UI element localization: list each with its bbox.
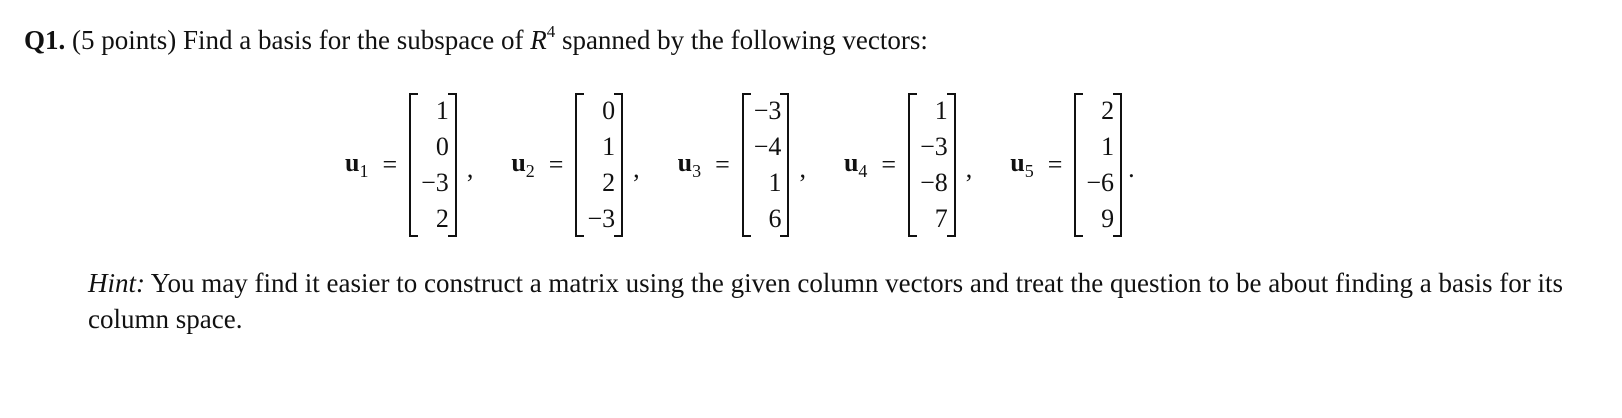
matrix-entry: −3 — [421, 168, 449, 197]
matrix-entry: −8 — [920, 168, 948, 197]
matrix-entry: 9 — [1101, 204, 1115, 233]
matrix-entry: −3 — [753, 96, 782, 125]
hint-paragraph — [88, 265, 1588, 337]
equals-sign: = — [881, 150, 897, 179]
matrix-entry: 1 — [602, 132, 616, 161]
equals-sign: = — [382, 150, 398, 179]
matrix-entry: 1 — [934, 96, 948, 125]
hint-label: Hint: — [88, 268, 145, 298]
matrix-entry: 1 — [768, 168, 782, 197]
vector-label: $u_3$ — [677, 147, 702, 182]
separator: . — [1128, 154, 1135, 183]
question-text-after: spanned by the following vectors: — [555, 25, 928, 55]
matrix-entry: −3 — [587, 204, 616, 233]
matrix-entry: 2 — [1101, 96, 1115, 125]
column-matrix — [742, 93, 790, 237]
equals-sign: = — [1047, 150, 1063, 179]
matrix-entry: 0 — [435, 132, 449, 161]
equals-sign: = — [548, 150, 564, 179]
separator: , — [799, 154, 806, 183]
matrix-entry: 0 — [602, 96, 616, 125]
matrix-entry: 6 — [768, 204, 782, 233]
matrix-entry: 2 — [602, 168, 616, 197]
column-matrix — [409, 93, 457, 237]
vector-u1 — [345, 93, 511, 237]
matrix-entry: −4 — [753, 132, 782, 161]
matrix-entry: −6 — [1086, 168, 1115, 197]
matrix-entry: 7 — [934, 204, 948, 233]
vector-list — [345, 92, 1135, 238]
question-statement — [24, 24, 928, 56]
matrix-entry: 2 — [435, 204, 449, 233]
question-text-before: (5 points) Find a basis for the subspace of — [72, 25, 531, 55]
matrix-entry: 1 — [435, 96, 449, 125]
vector-label: $u_2$ — [511, 147, 535, 182]
vector-label: $u_5$ — [1010, 147, 1034, 182]
vector-u3 — [678, 93, 844, 237]
space-exponent: 4 — [546, 22, 556, 41]
space-symbol: R — [530, 25, 547, 55]
column-matrix — [908, 93, 956, 237]
separator: , — [633, 154, 640, 183]
hint-text: You may find it easier to construct a matrix using the given column vectors and treat the question to be about finding a basis for its column space. — [88, 268, 1563, 334]
vector-u4 — [844, 93, 1010, 237]
vector-u2 — [511, 93, 677, 237]
vector-u5 — [1010, 93, 1134, 237]
column-matrix — [1074, 93, 1122, 237]
equals-sign: = — [715, 150, 730, 179]
column-matrix — [575, 93, 623, 237]
matrix-entry: 1 — [1101, 132, 1115, 161]
matrix-entry: −3 — [920, 132, 948, 161]
question-number: Q1. — [24, 25, 66, 55]
separator: , — [466, 154, 474, 183]
vector-label: $u_1$ — [345, 147, 369, 182]
separator: , — [965, 154, 973, 183]
vector-label: $u_4$ — [843, 147, 868, 182]
